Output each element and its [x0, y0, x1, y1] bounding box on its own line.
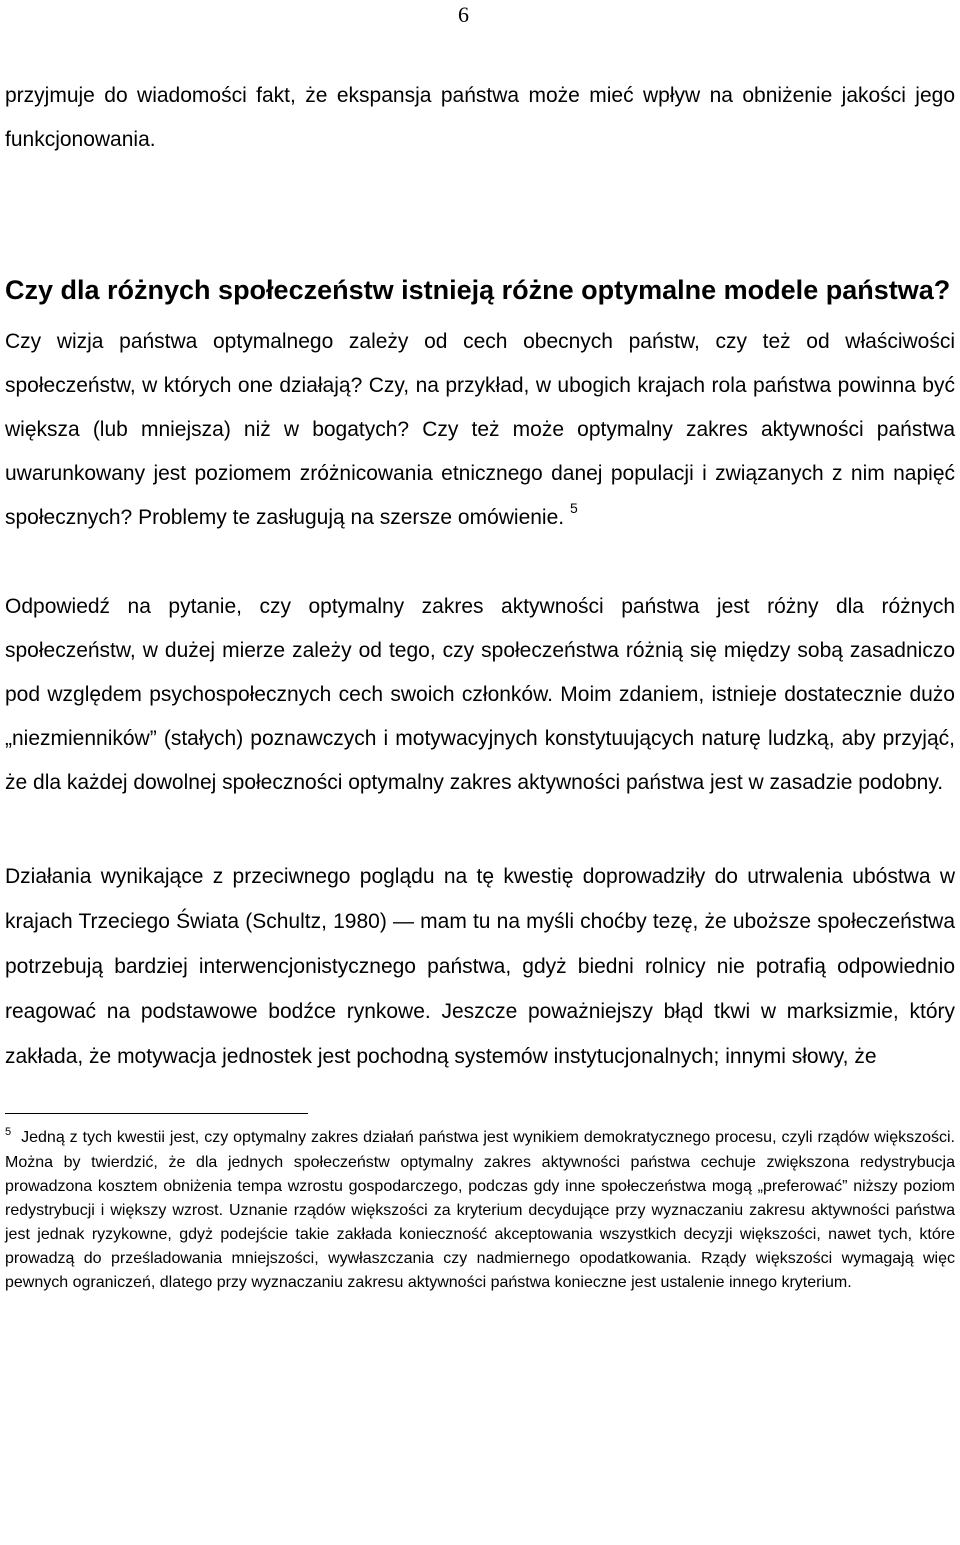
paragraph-answer: Odpowiedź na pytanie, czy optymalny zakres aktywności państwa jest różny dla różnych społeczeństw, w dużej mierze zależy od tego, czy społeczeństwa różnią się między sobą zasadniczo pod względem psychospołecznych cech swoich członków. Moim zdaniem, istnieje dostatecznie dużo „niezmienników” (stałych) poznawczych i motywacyjnych konstytuujących naturę ludzką, aby przyjąć, że dla każdej dowolnej społeczności optymalny zakres aktywności państwa jest w zasadzie podobny. — [5, 595, 955, 794]
section-heading: Czy dla różnych społeczeństw istnieją różne optymalne modele państwa? — [5, 275, 951, 305]
paragraph-third-world: Działania wynikające z przeciwnego poglądu na tę kwestię doprowadziły do utrwalenia ubóstwa w krajach Trzeciego Świata (Schultz, 1980) — mam tu na myśli choćby tezę, że uboższe społeczeństwa potrzebują bardziej interwencjonistycznego państwa, gdyż biedni rolnicy nie potrafią odpowiednio reagować na podstawowe bodźce rynkowe. Jeszcze poważniejszy błąd tkwi w marksizmie, który zakłada, że motywacja jednostek jest pochodną systemów instytucjonalnych; innymi słowy, że — [5, 865, 955, 1068]
page-number: 6 — [458, 2, 469, 27]
footnote-text: Jedną z tych kwestii jest, czy optymalny zakres działań państwa jest wynikiem demokratycznego procesu, czyli rządów większości. Można by twierdzić, że dla jednych społeczeństw optymalny zakres aktywności państwa cechuje zwiększona redystrybucja prowadzona kosztem obniżenia tempa wzrostu gospodarczego, podczas gdy inne społeczeństwa mogą „preferować” niższy poziom redystrybucji i większy wzrost. Uznanie rządów większości za kryterium decydujące przy wyznaczaniu zakresu aktywności państwa jest jednak ryzykowne, gdyż podejście takie zakłada konieczność akceptowania wszystkich decyzji większości, nawet tych, które prowadzą do prześladowania mniejszości, wywłaszczania czy nadmiernego opodatkowania. Rządy większości wymagają więc pewnych ograniczeń, dlatego przy wyznaczaniu zakresu aktywności państwa konieczne jest ustalenie innego kryterium. — [5, 1129, 955, 1291]
footnote-marker: 5 — [5, 1126, 12, 1138]
footnote-separator — [5, 1113, 308, 1114]
paragraph-questions-text: Czy wizja państwa optymalnego zależy od cech obecnych państw, czy też od właściwości społeczeństw, w których one działają? Czy, na przykład, w ubogich krajach rola państwa powinna być większa (lub mniejsza) niż w bogatych? Czy też może optymalny zakres aktywności państwa uwarunkowany jest poziomem zróżnicowania etnicznego danej populacji i związanych z nim napięć społecznych? Problemy te zasługują na szersze omówienie. — [5, 330, 955, 529]
paragraph-questions — [5, 320, 955, 540]
footnote — [5, 1126, 955, 1295]
paragraph-continuation: przyjmuje do wiadomości fakt, że ekspansja państwa może mieć wpływ na obniżenie jakości jego funkcjonowania. — [5, 84, 955, 151]
footnote-reference[interactable]: 5 — [569, 500, 578, 516]
page-body — [5, 74, 955, 1295]
